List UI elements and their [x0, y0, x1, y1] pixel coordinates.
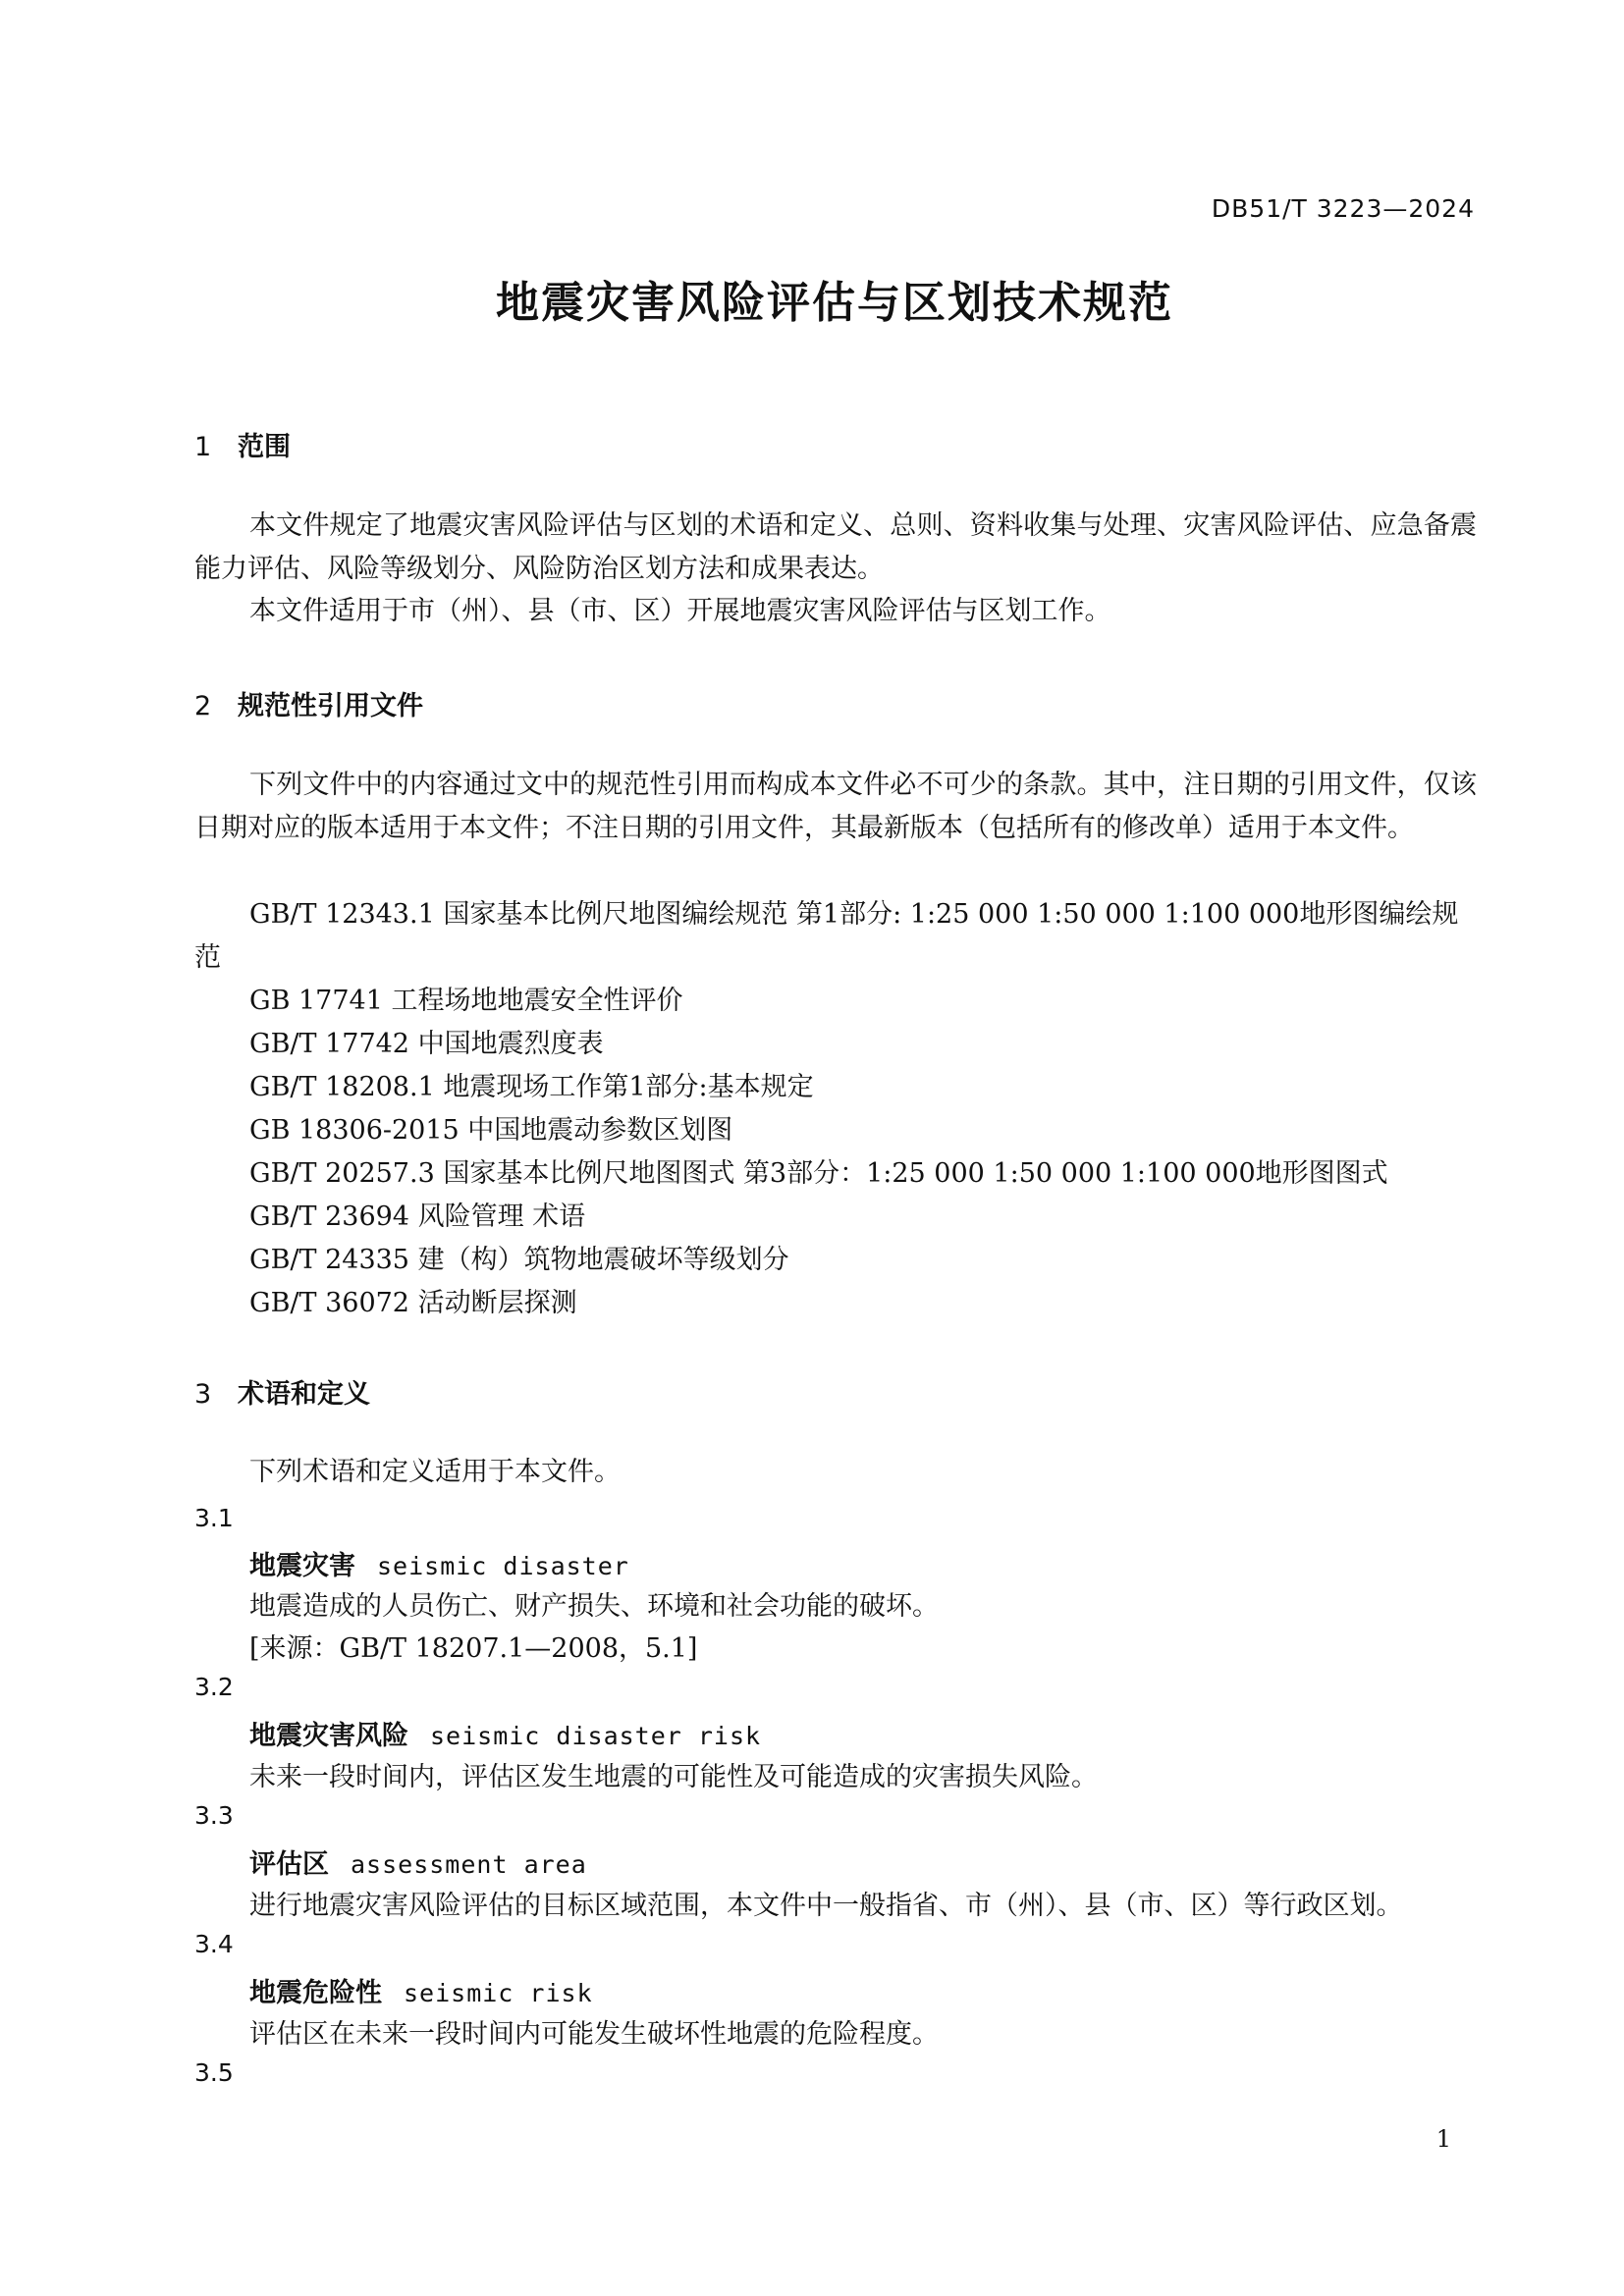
section-title: 范围	[238, 432, 291, 462]
section-1-paragraph-1: 本文件规定了地震灾害风险评估与区划的术语和定义、总则、资料收集与处理、灾害风险评估、应急备震能力评估、风险等级划分、风险防治区划方法和成果表达。	[194, 510, 1477, 584]
section-1-paragraph-2: 本文件适用于市（州）、县（市、区）开展地震灾害风险评估与区划工作。	[249, 596, 1111, 626]
standard-code: DB51/T 3223—2024	[1211, 194, 1475, 223]
reference-item: GB/T 18208.1 地震现场工作第1部分:基本规定	[249, 1072, 814, 1102]
section-title: 规范性引用文件	[238, 691, 423, 721]
term-chinese: 地震灾害	[249, 1551, 355, 1581]
term-english: seismic disaster	[377, 1552, 629, 1580]
section-2-heading	[194, 684, 423, 722]
reference-item: GB 18306-2015 中国地震动参数区划图	[249, 1115, 733, 1146]
reference-item: GB/T 12343.1 国家基本比例尺地图编绘规范 第1部分: 1:25 000 1:50 000 1:100 000地形图编绘规范	[194, 899, 1459, 973]
term-number: 3.1	[194, 1504, 234, 1532]
reference-item: GB/T 20257.3 国家基本比例尺地图图式 第3部分：1:25 000 1:50 000 1:100 000地形图图式	[249, 1158, 1388, 1189]
section-1-heading	[194, 425, 291, 463]
section-3-heading	[194, 1372, 370, 1411]
reference-item: GB/T 24335 建（构）筑物地震破坏等级划分	[249, 1245, 789, 1275]
reference-item: GB 17741 工程场地地震安全性评价	[249, 986, 683, 1016]
term-heading	[249, 1971, 593, 2009]
term-english: seismic disaster risk	[430, 1722, 762, 1750]
term-english: seismic risk	[404, 1979, 593, 2007]
reference-item: GB/T 23694 风险管理 术语	[249, 1201, 586, 1232]
term-heading	[249, 1714, 761, 1752]
section-3-intro: 下列术语和定义适用于本文件。	[249, 1457, 621, 1487]
term-source: [来源：GB/T 18207.1—2008，5.1]	[249, 1633, 698, 1664]
section-title: 术语和定义	[238, 1379, 370, 1410]
term-chinese: 地震危险性	[249, 1978, 382, 2008]
term-definition: 评估区在未来一段时间内可能发生破坏性地震的危险程度。	[249, 2019, 939, 2050]
term-english: assessment area	[351, 1850, 587, 1879]
term-number: 3.5	[194, 2058, 234, 2087]
section-2-paragraph-1: 下列文件中的内容通过文中的规范性引用而构成本文件必不可少的条款。其中，注日期的引用文件，仅该日期对应的版本适用于本文件；不注日期的引用文件，其最新版本（包括所有的修改单）适用于本文件。	[194, 770, 1477, 843]
section-number: 2	[194, 691, 212, 721]
reference-item: GB/T 17742 中国地震烈度表	[249, 1029, 604, 1059]
term-definition: 未来一段时间内，评估区发生地震的可能性及可能造成的灾害损失风险。	[249, 1762, 1098, 1792]
reference-item: GB/T 36072 活动断层探测	[249, 1288, 577, 1318]
term-chinese: 地震灾害风险	[249, 1721, 408, 1751]
term-definition: 地震造成的人员伤亡、财产损失、环境和社会功能的破坏。	[249, 1591, 939, 1622]
term-heading	[249, 1544, 629, 1582]
section-number: 3	[194, 1379, 212, 1410]
term-number: 3.2	[194, 1673, 234, 1701]
term-definition: 进行地震灾害风险评估的目标区域范围，本文件中一般指省、市（州）、县（市、区）等行政区划。	[249, 1891, 1403, 1921]
term-heading	[249, 1842, 587, 1881]
term-number: 3.3	[194, 1801, 234, 1830]
term-number: 3.4	[194, 1930, 234, 1958]
page-number: 1	[1435, 2125, 1451, 2153]
term-chinese: 评估区	[249, 1849, 329, 1880]
document-title: 地震灾害风险评估与区划技术规范	[496, 278, 1173, 328]
section-number: 1	[194, 432, 212, 462]
